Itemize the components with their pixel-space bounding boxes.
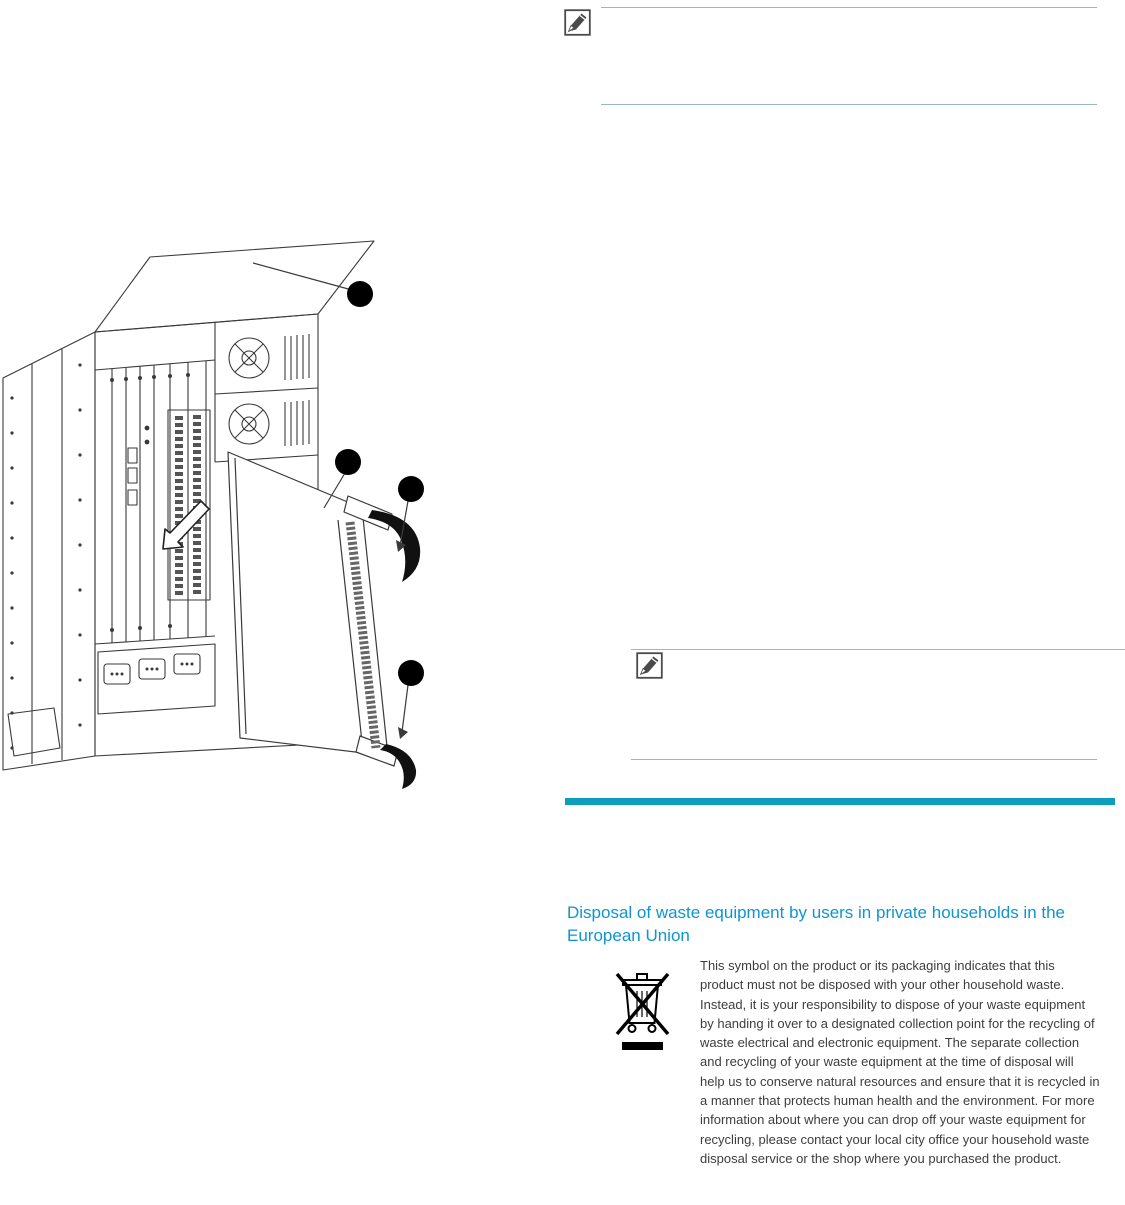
disposal-section-heading: Disposal of waste equipment by users in private households in the European Union [567,903,1066,945]
chassis-screws-and-leds [10,363,193,749]
callout-2 [335,449,361,475]
chassis-module-illustration [0,240,450,800]
callout-3 [398,476,424,502]
note-icon [636,652,663,679]
weee-crossed-out-bin-icon [612,960,674,1052]
section-divider-bar [565,798,1115,805]
callout-1 [347,281,373,307]
note-middle-rule-lower [631,759,1097,760]
note-icon [564,9,591,36]
extracted-module [228,452,398,766]
bottom-ejector-lever [380,744,416,789]
note-top-rule-lower [601,104,1097,105]
note-middle-rule-upper [631,649,1125,650]
callout-4 [398,660,424,686]
weee-date-bar [622,1042,663,1050]
disposal-body-text: This symbol on the product or its packaging indicates that this product must not be disposed with your other household waste. Instead, it is your responsibility to dispose of your waste equipment by handing it over to a designated collection point for the recycling of waste electrical and electronic equipment. The separate collection and recycling of your waste equipment at the time of disposal will help us to conserve natural resources and ensure that it is recycled in a manner that protects human health and the environment. For more information about where you can drop off your waste equipment for recycling, please contact your local city office your household waste disposal service or the shop where you purchased the product. [700,958,1100,1166]
note-top-rule-upper [601,7,1097,8]
